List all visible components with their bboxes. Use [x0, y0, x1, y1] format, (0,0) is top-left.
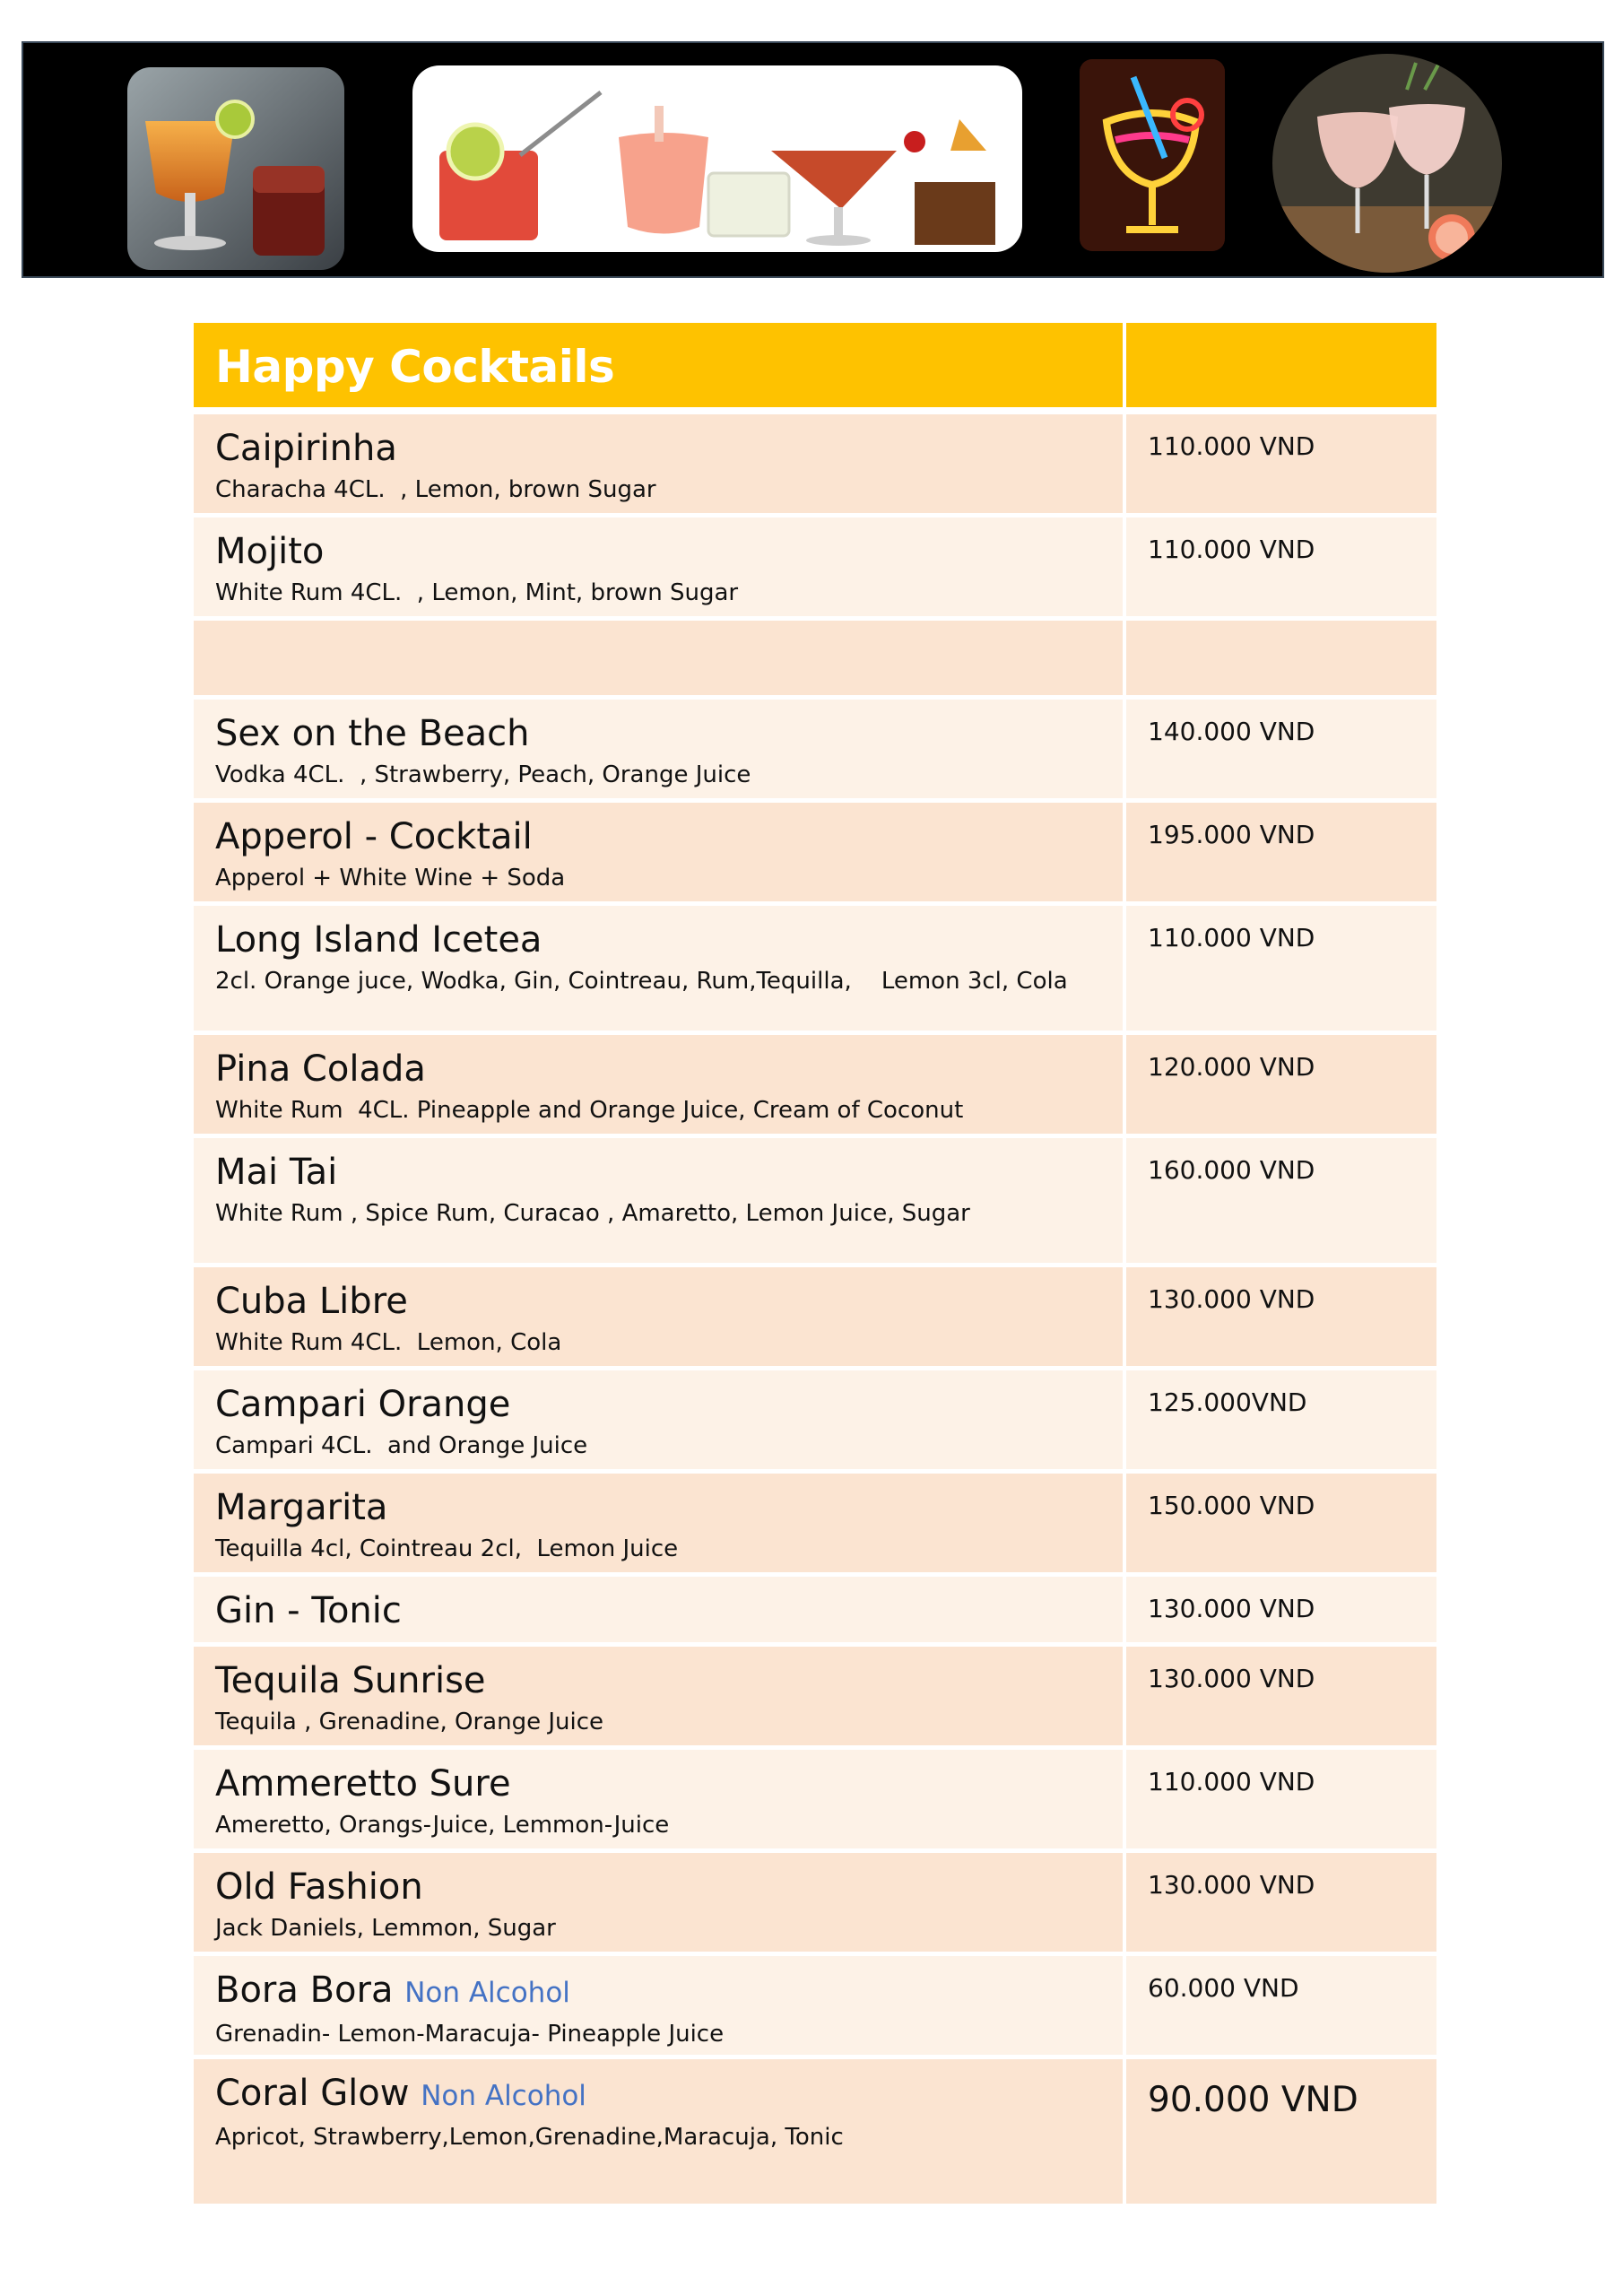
menu-item-name — [194, 2059, 1123, 2118]
menu-item-name — [194, 517, 1123, 573]
menu-item-description: Campari 4CL. and Orange Juice — [215, 1432, 588, 1459]
menu-item-title: Apperol - Cocktail — [215, 816, 533, 857]
menu-item-price: 140.000 VND — [1148, 717, 1315, 746]
menu-item-name-cell — [194, 906, 1126, 1035]
cocktail-menu-table — [194, 323, 1436, 2208]
menu-item-name — [194, 1577, 1123, 1632]
menu-item-price: 130.000 VND — [1148, 1870, 1315, 1900]
cocktail-lineup-photo — [412, 65, 1022, 252]
menu-item-price: 90.000 VND — [1148, 2080, 1358, 2120]
menu-item-title: Margarita — [215, 1487, 388, 1528]
menu-item-row — [194, 1370, 1436, 1474]
menu-item-price-cell — [1126, 2059, 1436, 2208]
non-alcohol-tag: Non Alcohol — [404, 1977, 570, 2009]
menu-item-price-cell — [1126, 1750, 1436, 1853]
menu-item-title: Sex on the Beach — [215, 713, 530, 754]
menu-item-name — [194, 621, 1123, 633]
menu-item-price: 110.000 VND — [1148, 1767, 1315, 1796]
menu-item-name-cell — [194, 1370, 1126, 1474]
menu-item-price: 110.000 VND — [1148, 535, 1315, 564]
cocktail-glasses-photo — [127, 67, 344, 270]
menu-item-name-cell — [194, 1750, 1126, 1853]
menu-item-name — [194, 803, 1123, 858]
menu-item-name-cell — [194, 1138, 1126, 1267]
menu-header-price-cell — [1126, 323, 1436, 414]
menu-item-name-cell — [194, 1956, 1126, 2059]
menu-item-title: Old Fashion — [215, 1866, 423, 1908]
menu-item-name — [194, 1956, 1123, 2014]
menu-item-name — [194, 1035, 1123, 1091]
menu-item-description: White Rum , Spice Rum, Curacao , Amaretto, Lemon Juice, Sugar — [215, 1200, 970, 1227]
menu-item-price-cell — [1126, 1474, 1436, 1577]
menu-item-description: Grenadin- Lemon-Maracuja- Pineapple Juice — [215, 2021, 725, 2048]
menu-item-price-cell — [1126, 414, 1436, 517]
gin-tonic-glasses-photo — [1272, 54, 1502, 273]
menu-item-name — [194, 414, 1123, 470]
menu-item-price — [1126, 621, 1436, 637]
menu-item-description: Apperol + White Wine + Soda — [215, 865, 566, 891]
menu-item-price: 120.000 VND — [1148, 1052, 1315, 1082]
menu-item-description: White Rum 4CL. Lemon, Cola — [215, 1329, 562, 1356]
menu-item-row — [194, 1474, 1436, 1577]
menu-item-title: Coral Glow — [215, 2073, 410, 2114]
menu-item-row — [194, 1035, 1436, 1138]
menu-item-price-cell — [1126, 1138, 1436, 1267]
menu-item-row — [194, 517, 1436, 621]
menu-item-row — [194, 1750, 1436, 1853]
menu-item-title: Long Island Icetea — [215, 919, 542, 961]
menu-item-title: Bora Bora — [215, 1970, 394, 2011]
menu-item-title: Mojito — [215, 531, 325, 572]
menu-item-name — [194, 1474, 1123, 1529]
menu-item-row — [194, 2059, 1436, 2208]
menu-item-description: Vodka 4CL. , Strawberry, Peach, Orange Juice — [215, 761, 751, 788]
menu-item-title: Gin - Tonic — [215, 1590, 402, 1631]
menu-item-row — [194, 906, 1436, 1035]
menu-item-price: 125.000VND — [1148, 1387, 1307, 1417]
menu-item-description: Apricot, Strawberry,Lemon,Grenadine,Maracuja, Tonic — [215, 2124, 844, 2151]
menu-item-name-cell — [194, 517, 1126, 621]
menu-title: Happy Cocktails — [215, 341, 615, 393]
menu-item-price: 130.000 VND — [1148, 1284, 1315, 1314]
menu-item-price-cell — [1126, 700, 1436, 803]
menu-item-price: 110.000 VND — [1148, 923, 1315, 952]
menu-item-name-cell — [194, 1035, 1126, 1138]
header-banner — [22, 41, 1604, 278]
menu-item-description: Jack Daniels, Lemmon, Sugar — [215, 1915, 556, 1942]
menu-item-price: 150.000 VND — [1148, 1491, 1315, 1520]
menu-item-row — [194, 1853, 1436, 1956]
menu-item-description — [194, 1632, 1123, 1636]
menu-header-row — [194, 323, 1436, 414]
non-alcohol-tag: Non Alcohol — [421, 2080, 586, 2112]
menu-item-title: Pina Colada — [215, 1048, 426, 1090]
menu-item-description: Characha 4CL. , Lemon, brown Sugar — [215, 476, 656, 503]
menu-item-price-cell — [1126, 1035, 1436, 1138]
menu-item-row — [194, 1138, 1436, 1267]
menu-item-name — [194, 1138, 1123, 1194]
neon-cocktail-sign — [1080, 59, 1225, 251]
menu-item-name — [194, 906, 1123, 961]
menu-item-price-cell — [1126, 1956, 1436, 2059]
menu-item-price: 195.000 VND — [1148, 820, 1315, 849]
menu-item-name-cell — [194, 700, 1126, 803]
menu-item-price-cell — [1126, 1647, 1436, 1750]
menu-item-name — [194, 1853, 1123, 1909]
menu-item-name — [194, 1750, 1123, 1805]
menu-item-title: Caipirinha — [215, 428, 397, 469]
menu-item-row — [194, 1267, 1436, 1370]
menu-item-name-cell — [194, 1853, 1126, 1956]
menu-item-description: White Rum 4CL. Pineapple and Orange Juice, Cream of Coconut — [215, 1097, 964, 1124]
menu-item-price-cell — [1126, 906, 1436, 1035]
menu-item-title: Campari Orange — [215, 1384, 511, 1425]
menu-item-price: 110.000 VND — [1148, 431, 1315, 461]
menu-item-description: 2cl. Orange juce, Wodka, Gin, Cointreau, Rum,Tequilla, Lemon 3cl, Cola — [215, 968, 1068, 995]
menu-item-row — [194, 621, 1436, 700]
menu-item-row — [194, 1577, 1436, 1647]
menu-item-price-cell — [1126, 1267, 1436, 1370]
menu-item-name-cell — [194, 414, 1126, 517]
menu-item-row — [194, 700, 1436, 803]
menu-item-price: 60.000 VND — [1148, 1973, 1299, 2003]
menu-item-price: 130.000 VND — [1148, 1594, 1315, 1623]
menu-item-name-cell — [194, 1267, 1126, 1370]
menu-item-price-cell — [1126, 803, 1436, 906]
menu-item-price-cell — [1126, 1370, 1436, 1474]
menu-item-name — [194, 1370, 1123, 1426]
menu-item-price-cell — [1126, 1577, 1436, 1647]
menu-item-description: Tequila , Grenadine, Orange Juice — [215, 1709, 604, 1735]
menu-item-name — [194, 1647, 1123, 1702]
menu-item-description: Ameretto, Orangs-Juice, Lemmon-Juice — [215, 1812, 670, 1839]
menu-item-title: Cuba Libre — [215, 1281, 408, 1322]
menu-item-title: Ammeretto Sure — [215, 1763, 511, 1805]
menu-item-row — [194, 1956, 1436, 2059]
menu-item-title: Tequila Sunrise — [215, 1660, 486, 1701]
menu-item-price: 130.000 VND — [1148, 1664, 1315, 1693]
menu-item-description: Tequilla 4cl, Cointreau 2cl, Lemon Juice — [215, 1535, 679, 1562]
menu-item-row — [194, 414, 1436, 517]
menu-item-title: Mai Tai — [215, 1152, 338, 1193]
menu-item-name-cell — [194, 1474, 1126, 1577]
menu-item-name — [194, 1267, 1123, 1323]
menu-item-name-cell — [194, 1577, 1126, 1647]
menu-item-row — [194, 1647, 1436, 1750]
menu-item-name — [194, 700, 1123, 755]
menu-item-price: 160.000 VND — [1148, 1155, 1315, 1185]
menu-item-name-cell — [194, 803, 1126, 906]
menu-item-price-cell — [1126, 621, 1436, 700]
menu-item-name-cell — [194, 621, 1126, 700]
menu-item-description — [194, 633, 1123, 637]
menu-item-row — [194, 803, 1436, 906]
menu-item-description: White Rum 4CL. , Lemon, Mint, brown Sugar — [215, 579, 739, 606]
menu-header-title-cell — [194, 323, 1126, 414]
menu-item-name-cell — [194, 1647, 1126, 1750]
menu-item-price-cell — [1126, 1853, 1436, 1956]
menu-item-price-cell — [1126, 517, 1436, 621]
menu-item-name-cell — [194, 2059, 1126, 2208]
